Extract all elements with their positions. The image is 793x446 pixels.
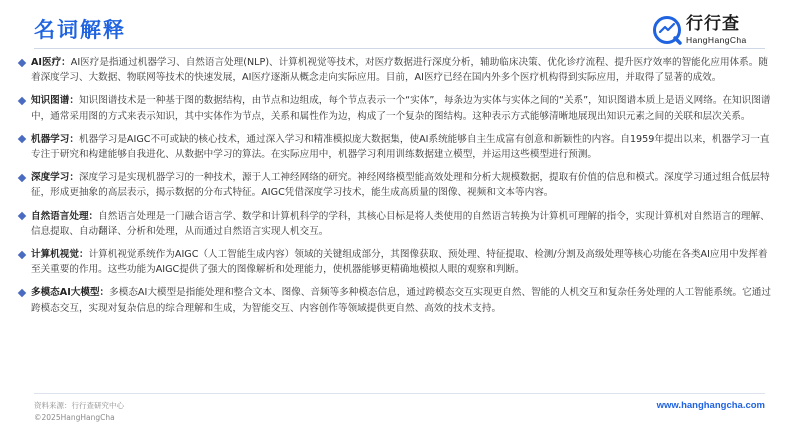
- diamond-bullet-icon: [18, 173, 26, 181]
- logo-text-cn: 行行查: [686, 14, 740, 34]
- glossary-definition: 计算机视觉系统作为AIGC（人工智能生成内容）领域的关键组成部分，其图像获取、预处理、特征提取、检测/分割及高级处理等核心功能在各类AI应用中发挥着至关重要的作用。这些功能为AIGC提供了强大的图像解析和处理能力，使机器能够更精确地模拟人眼的观察和判断。: [31, 249, 768, 276]
- glossary-item-computer-vision: [19, 247, 771, 277]
- glossary-term: 计算机视觉：: [31, 249, 89, 261]
- glossary-definition: AI医疗是指通过机器学习、自然语言处理(NLP)、计算机视觉等技术，对医疗数据进行深度分析，辅助临床决策、优化诊疗流程、提升医疗效率的智能化应用体系。随着深度学习、大数据、物联网等技术的快速发展，AI医疗逐渐从概念走向实际应用。目前，AI医疗已经在国内外多个医疗机构得到实际应用，并取得了显著的成效。: [31, 57, 768, 84]
- glossary-definition: 多模态AI大模型是指能处理和整合文本、图像、音频等多种模态信息，通过跨模态交互实现更自然、智能的人机交互和复杂任务处理的人工智能系统。它通过跨模态交互，实现对复杂信息的综合理解和生成，为智能交互、内容创作等领域提供更自然、高效的技术支持。: [31, 287, 771, 314]
- diamond-bullet-icon: [18, 250, 26, 258]
- glossary-term: 多模态AI大模型：: [31, 287, 110, 299]
- glossary-definition: 深度学习是实现机器学习的一种技术，源于人工神经网络的研究。神经网络模型能高效处理和分析大规模数据，提取有价值的信息和模式。深度学习通过组合低层特征，形成更抽象的高层表示，揭示数据的分布式特征。AIGC凭借深度学习技术，能生成高质量的图像、视频和文本等内容。: [31, 172, 770, 199]
- glossary-item-machine-learning: [19, 132, 771, 162]
- diamond-bullet-icon: [18, 58, 26, 66]
- diamond-bullet-icon: [18, 289, 26, 297]
- page-title: 名词解释: [34, 18, 126, 42]
- glossary-definition: 知识图谱技术是一种基于图的数据结构，由节点和边组成，每个节点表示一个“实体”，每条边为实体与实体之间的“关系”，知识图谱本质上是语义网络。在知识图谱中，通常采用图的方式来表示知识，其中实体作为节点，关系和属性作为边，构成了一个复杂的图结构。这种表示方式能够清晰地展现出知识元素之间的关联和层次关系。: [31, 95, 771, 122]
- glossary-definition: 机器学习是AIGC不可或缺的核心技术，通过深入学习和精准模拟庞大数据集，使AI系统能够自主生成富有创意和新颖性的内容。自1959年提出以来，机器学习一直专注于研究和构建能够自我进化、从数据中学习的算法。在实际应用中，机器学习利用训练数据建立模型，并运用这些模型进行预测。: [31, 133, 770, 161]
- glossary-term: 机器学习：: [31, 133, 79, 145]
- glossary-definition: 自然语言处理是一门融合语言学、数学和计算机科学的学科，其核心目标是将人类使用的自然语言转换为计算机可理解的指令，实现计算机对自然语言的理解、信息提取、自动翻译、分析和处理，从而通过自然语言实现人机交互。: [31, 210, 770, 237]
- glossary-item-nlp: [19, 209, 771, 239]
- copyright-note: ©2025HangHangCha: [34, 413, 115, 422]
- glossary-item-multimodal-ai: [19, 285, 771, 315]
- glossary-term: 深度学习：: [31, 172, 79, 184]
- footer-source-block: [34, 400, 124, 424]
- diamond-bullet-icon: [18, 135, 26, 143]
- website-link[interactable]: www.hanghangcha.com: [656, 400, 765, 411]
- glossary-term: 知识图谱：: [31, 95, 79, 107]
- page-header: [0, 0, 793, 48]
- glossary-list: [19, 55, 771, 316]
- title-divider: [34, 48, 765, 49]
- footer-divider: [34, 393, 765, 394]
- diamond-bullet-icon: [18, 97, 26, 105]
- brand-logo[interactable]: [652, 14, 772, 48]
- logo-text-en: HangHangCha: [686, 35, 747, 45]
- glossary-term: AI医疗：: [31, 57, 71, 68]
- glossary-item-knowledge-graph: [19, 93, 771, 123]
- glossary-item-deep-learning: [19, 170, 771, 200]
- diamond-bullet-icon: [18, 212, 26, 220]
- glossary-term: 自然语言处理：: [31, 210, 99, 222]
- glossary-item-ai-medical: [19, 55, 771, 85]
- hanghangcha-logo-icon: [652, 15, 682, 45]
- source-note: 资料来源：行行查研究中心: [34, 401, 124, 410]
